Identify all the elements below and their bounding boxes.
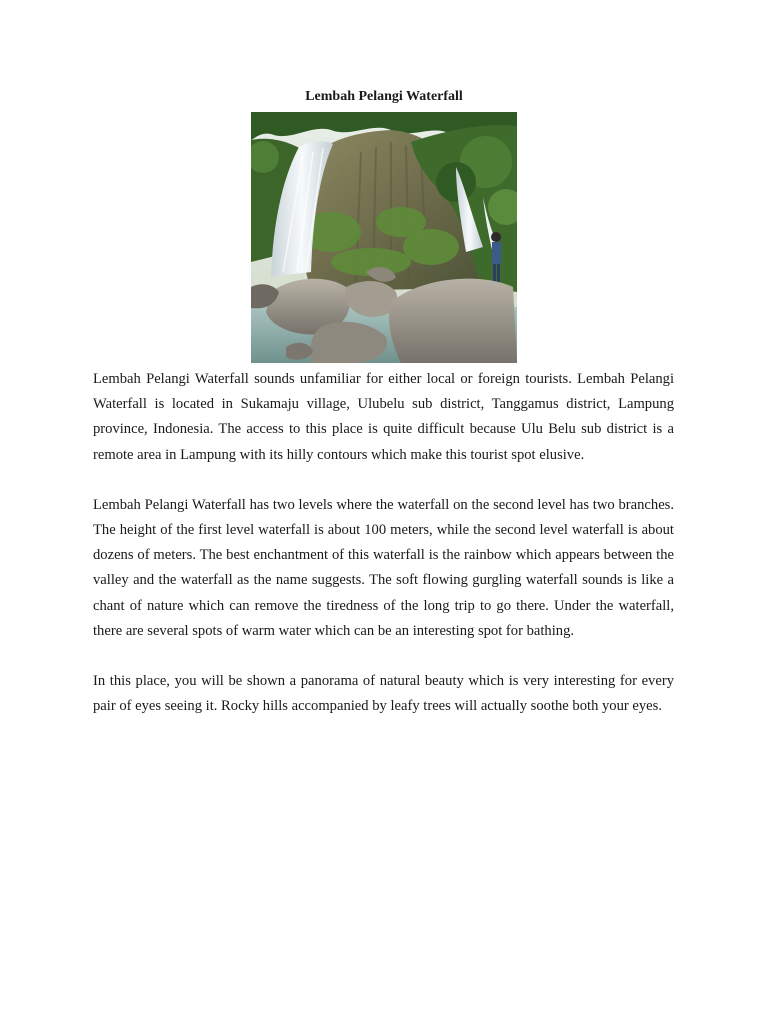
body-text — [93, 367, 674, 744]
paragraph-1: Lembah Pelangi Waterfall sounds unfamiliar for either local or foreign tourists. Lembah Pelangi Waterfall is located in Sukamaju village, Ulubelu sub district, Tanggamus district, Lampung province, Indonesia. The access to this place is quite difficult because Ulu Belu sub district is a remote area in Lampung with its hilly contours which make this tourist spot elusive. — [93, 371, 674, 463]
waterfall-photo — [251, 112, 517, 363]
paragraph-3: In this place, you will be shown a panorama of natural beauty which is very interesting for every pair of eyes seeing it. Rocky hills accompanied by leafy trees will actually soothe both your eyes. — [93, 673, 674, 715]
page-title: Lembah Pelangi Waterfall — [305, 89, 463, 104]
paragraph-2: Lembah Pelangi Waterfall has two levels where the waterfall on the second level has two branches. The height of the first level waterfall is about 100 meters, while the second level waterfall is about dozens of meters. The best enchantment of this waterfall is the rainbow which appears between the valley and the waterfall as the name suggests. The soft flowing gurgling waterfall sounds is like a chant of nature which can remove the tiredness of the long trip to go there. Under the waterfall, there are several spots of warm water which can be an interesting spot for bathing. — [93, 496, 674, 639]
